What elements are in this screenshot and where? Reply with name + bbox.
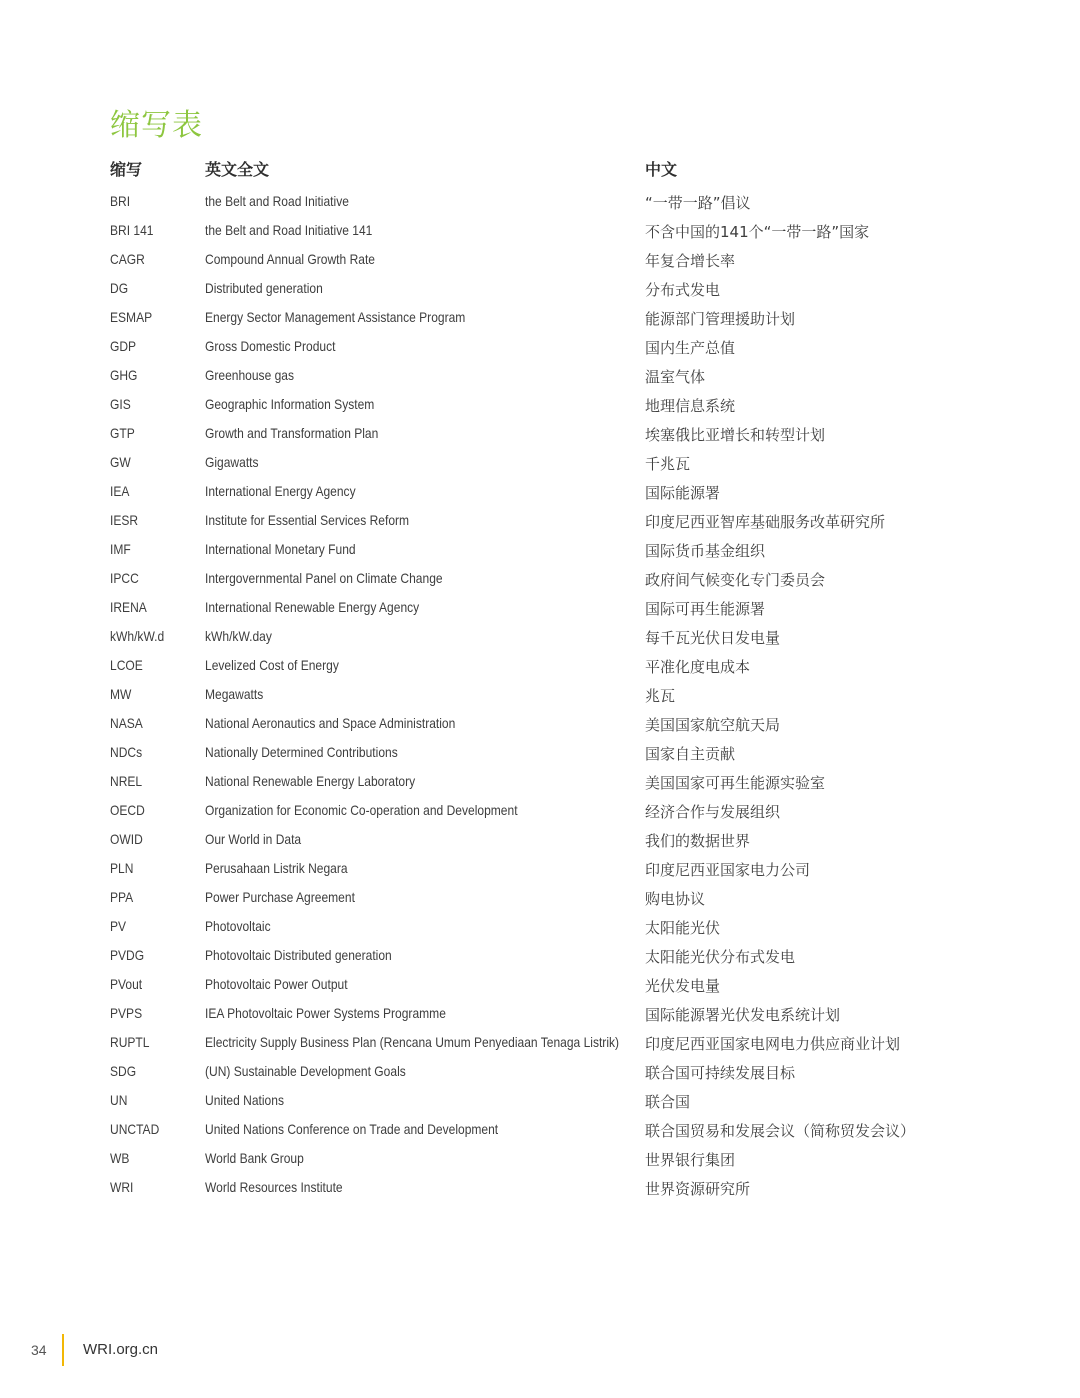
english-cell: Organization for Economic Co-operation and Development (205, 802, 518, 818)
page-title: 缩写表 (110, 108, 203, 143)
chinese-cell: 分布式发电 (645, 281, 721, 299)
english-cell: IEA Photovoltaic Power Systems Programme (205, 1005, 446, 1021)
abbr-cell: BRI (110, 193, 131, 209)
english-cell: Our World in Data (205, 831, 302, 847)
chinese-cell: 国际能源署 (645, 484, 721, 502)
table-row (0, 886, 1080, 915)
abbr-cell: NDCs (110, 744, 143, 760)
english-cell: World Bank Group (205, 1150, 304, 1166)
abbr-cell: GTP (110, 425, 135, 441)
abbr-cell: IEA (110, 483, 130, 499)
table-row (0, 625, 1080, 654)
table-row (0, 219, 1080, 248)
table-row (0, 567, 1080, 596)
header-abbr: 缩写 (110, 160, 143, 179)
abbr-cell: CAGR (110, 251, 145, 267)
chinese-cell: 国际可再生能源署 (645, 600, 766, 618)
abbr-cell: WRI (110, 1179, 134, 1195)
abbr-cell: GDP (110, 338, 137, 354)
english-cell: Energy Sector Management Assistance Program (205, 309, 466, 325)
table-row (0, 741, 1080, 770)
abbr-cell: PVPS (110, 1005, 143, 1021)
table-row (0, 1002, 1080, 1031)
chinese-cell: 联合国贸易和发展会议（简称贸发会议） (645, 1122, 916, 1140)
table-row (0, 393, 1080, 422)
english-cell: Power Purchase Agreement (205, 889, 355, 905)
abbr-cell: MW (110, 686, 132, 702)
table-row (0, 654, 1080, 683)
table-row (0, 364, 1080, 393)
chinese-cell: 国际能源署光伏发电系统计划 (645, 1006, 841, 1024)
english-cell: Levelized Cost of Energy (205, 657, 339, 673)
chinese-cell: 印度尼西亚国家电网电力供应商业计划 (645, 1035, 901, 1053)
footer-divider (62, 1334, 64, 1366)
chinese-cell: 温室气体 (645, 368, 706, 386)
table-row (0, 770, 1080, 799)
chinese-cell: 国际货币基金组织 (645, 542, 766, 560)
table-row (0, 1060, 1080, 1089)
abbr-cell: ESMAP (110, 309, 153, 325)
english-cell: United Nations Conference on Trade and Development (205, 1121, 499, 1137)
chinese-cell: 太阳能光伏分布式发电 (645, 948, 796, 966)
abbr-cell: NASA (110, 715, 143, 731)
chinese-cell: 每千瓦光伏日发电量 (645, 629, 781, 647)
english-cell: Compound Annual Growth Rate (205, 251, 376, 267)
chinese-cell: 美国国家可再生能源实验室 (645, 774, 826, 792)
table-row (0, 538, 1080, 567)
abbr-cell: kWh/kW.d (110, 628, 165, 644)
header-english: 英文全文 (205, 160, 270, 179)
chinese-cell: 国家自主贡献 (645, 745, 736, 763)
chinese-cell: 世界银行集团 (645, 1151, 736, 1169)
english-cell: Megawatts (205, 686, 264, 702)
chinese-cell: 国内生产总值 (645, 339, 736, 357)
english-cell: Geographic Information System (205, 396, 375, 412)
english-cell: Nationally Determined Contributions (205, 744, 398, 760)
page-number: 34 (31, 1342, 47, 1358)
chinese-cell: 千兆瓦 (645, 455, 691, 473)
english-cell: the Belt and Road Initiative (205, 193, 349, 209)
english-cell: Electricity Supply Business Plan (Rencana Umum Penyediaan Tenaga Listrik) (205, 1034, 620, 1050)
abbr-cell: NREL (110, 773, 143, 789)
table-row (0, 1176, 1080, 1205)
chinese-cell: 购电协议 (645, 890, 706, 908)
abbr-cell: DG (110, 280, 129, 296)
table-row (0, 509, 1080, 538)
abbr-cell: GHG (110, 367, 138, 383)
table-row (0, 1031, 1080, 1060)
footer-site-link[interactable]: WRI.org.cn (83, 1341, 159, 1358)
chinese-cell: 能源部门管理援助计划 (645, 310, 796, 328)
header-chinese: 中文 (645, 160, 678, 179)
chinese-cell: “一带一路”倡议 (645, 194, 751, 212)
english-cell: World Resources Institute (205, 1179, 343, 1195)
english-cell: Photovoltaic Power Output (205, 976, 348, 992)
table-row (0, 1089, 1080, 1118)
english-cell: International Monetary Fund (205, 541, 356, 557)
chinese-cell: 联合国可持续发展目标 (645, 1064, 796, 1082)
chinese-cell: 世界资源研究所 (645, 1180, 751, 1198)
abbr-cell: IPCC (110, 570, 139, 586)
abbr-cell: PVDG (110, 947, 145, 963)
abbr-cell: WB (110, 1150, 130, 1166)
english-cell: Gigawatts (205, 454, 259, 470)
table-row (0, 944, 1080, 973)
english-cell: Distributed generation (205, 280, 323, 296)
abbr-cell: PLN (110, 860, 134, 876)
abbr-cell: BRI 141 (110, 222, 154, 238)
english-cell: United Nations (205, 1092, 284, 1108)
table-row (0, 973, 1080, 1002)
abbr-cell: PVout (110, 976, 143, 992)
english-cell: Greenhouse gas (205, 367, 295, 383)
table-header (0, 157, 1080, 179)
english-cell: Photovoltaic Distributed generation (205, 947, 392, 963)
chinese-cell: 美国国家航空航天局 (645, 716, 781, 734)
abbr-cell: SDG (110, 1063, 137, 1079)
english-cell: kWh/kW.day (205, 628, 272, 644)
table-row (0, 828, 1080, 857)
chinese-cell: 我们的数据世界 (645, 832, 751, 850)
chinese-cell: 印度尼西亚国家电力公司 (645, 861, 811, 879)
english-cell: Photovoltaic (205, 918, 271, 934)
chinese-cell: 政府间气候变化专门委员会 (645, 571, 826, 589)
english-cell: the Belt and Road Initiative 141 (205, 222, 373, 238)
table-row (0, 915, 1080, 944)
chinese-cell: 光伏发电量 (645, 977, 721, 995)
chinese-cell: 太阳能光伏 (645, 919, 721, 937)
english-cell: (UN) Sustainable Development Goals (205, 1063, 406, 1079)
table-row (0, 190, 1080, 219)
table-row (0, 712, 1080, 741)
abbr-cell: IESR (110, 512, 139, 528)
abbr-cell: IMF (110, 541, 131, 557)
chinese-cell: 不含中国的141个“一带一路”国家 (645, 223, 870, 241)
abbreviation-table (0, 190, 1080, 1205)
english-cell: National Renewable Energy Laboratory (205, 773, 416, 789)
abbr-cell: UN (110, 1092, 128, 1108)
english-cell: Perusahaan Listrik Negara (205, 860, 348, 876)
table-row (0, 1147, 1080, 1176)
table-row (0, 857, 1080, 886)
english-cell: International Renewable Energy Agency (205, 599, 420, 615)
abbr-cell: PPA (110, 889, 134, 905)
table-row (0, 683, 1080, 712)
table-row (0, 451, 1080, 480)
chinese-cell: 联合国 (645, 1093, 691, 1111)
abbr-cell: LCOE (110, 657, 143, 673)
abbr-cell: GW (110, 454, 131, 470)
english-cell: Institute for Essential Services Reform (205, 512, 410, 528)
abbr-cell: GIS (110, 396, 131, 412)
english-cell: Growth and Transformation Plan (205, 425, 379, 441)
abbr-cell: IRENA (110, 599, 147, 615)
table-row (0, 799, 1080, 828)
english-cell: International Energy Agency (205, 483, 356, 499)
table-row (0, 248, 1080, 277)
table-row (0, 277, 1080, 306)
table-row (0, 480, 1080, 509)
abbr-cell: UNCTAD (110, 1121, 160, 1137)
chinese-cell: 年复合增长率 (645, 252, 736, 270)
english-cell: Intergovernmental Panel on Climate Change (205, 570, 443, 586)
abbr-cell: OWID (110, 831, 143, 847)
chinese-cell: 印度尼西亚智库基础服务改革研究所 (645, 513, 886, 531)
table-row (0, 335, 1080, 364)
table-row (0, 596, 1080, 625)
abbr-cell: PV (110, 918, 127, 934)
english-cell: Gross Domestic Product (205, 338, 336, 354)
table-row (0, 422, 1080, 451)
abbr-cell: OECD (110, 802, 145, 818)
chinese-cell: 兆瓦 (645, 687, 676, 705)
chinese-cell: 平准化度电成本 (645, 658, 751, 676)
abbr-cell: RUPTL (110, 1034, 150, 1050)
chinese-cell: 埃塞俄比亚增长和转型计划 (645, 426, 826, 444)
chinese-cell: 经济合作与发展组织 (645, 803, 781, 821)
chinese-cell: 地理信息系统 (645, 397, 736, 415)
table-row (0, 1118, 1080, 1147)
table-row (0, 306, 1080, 335)
english-cell: National Aeronautics and Space Administration (205, 715, 456, 731)
